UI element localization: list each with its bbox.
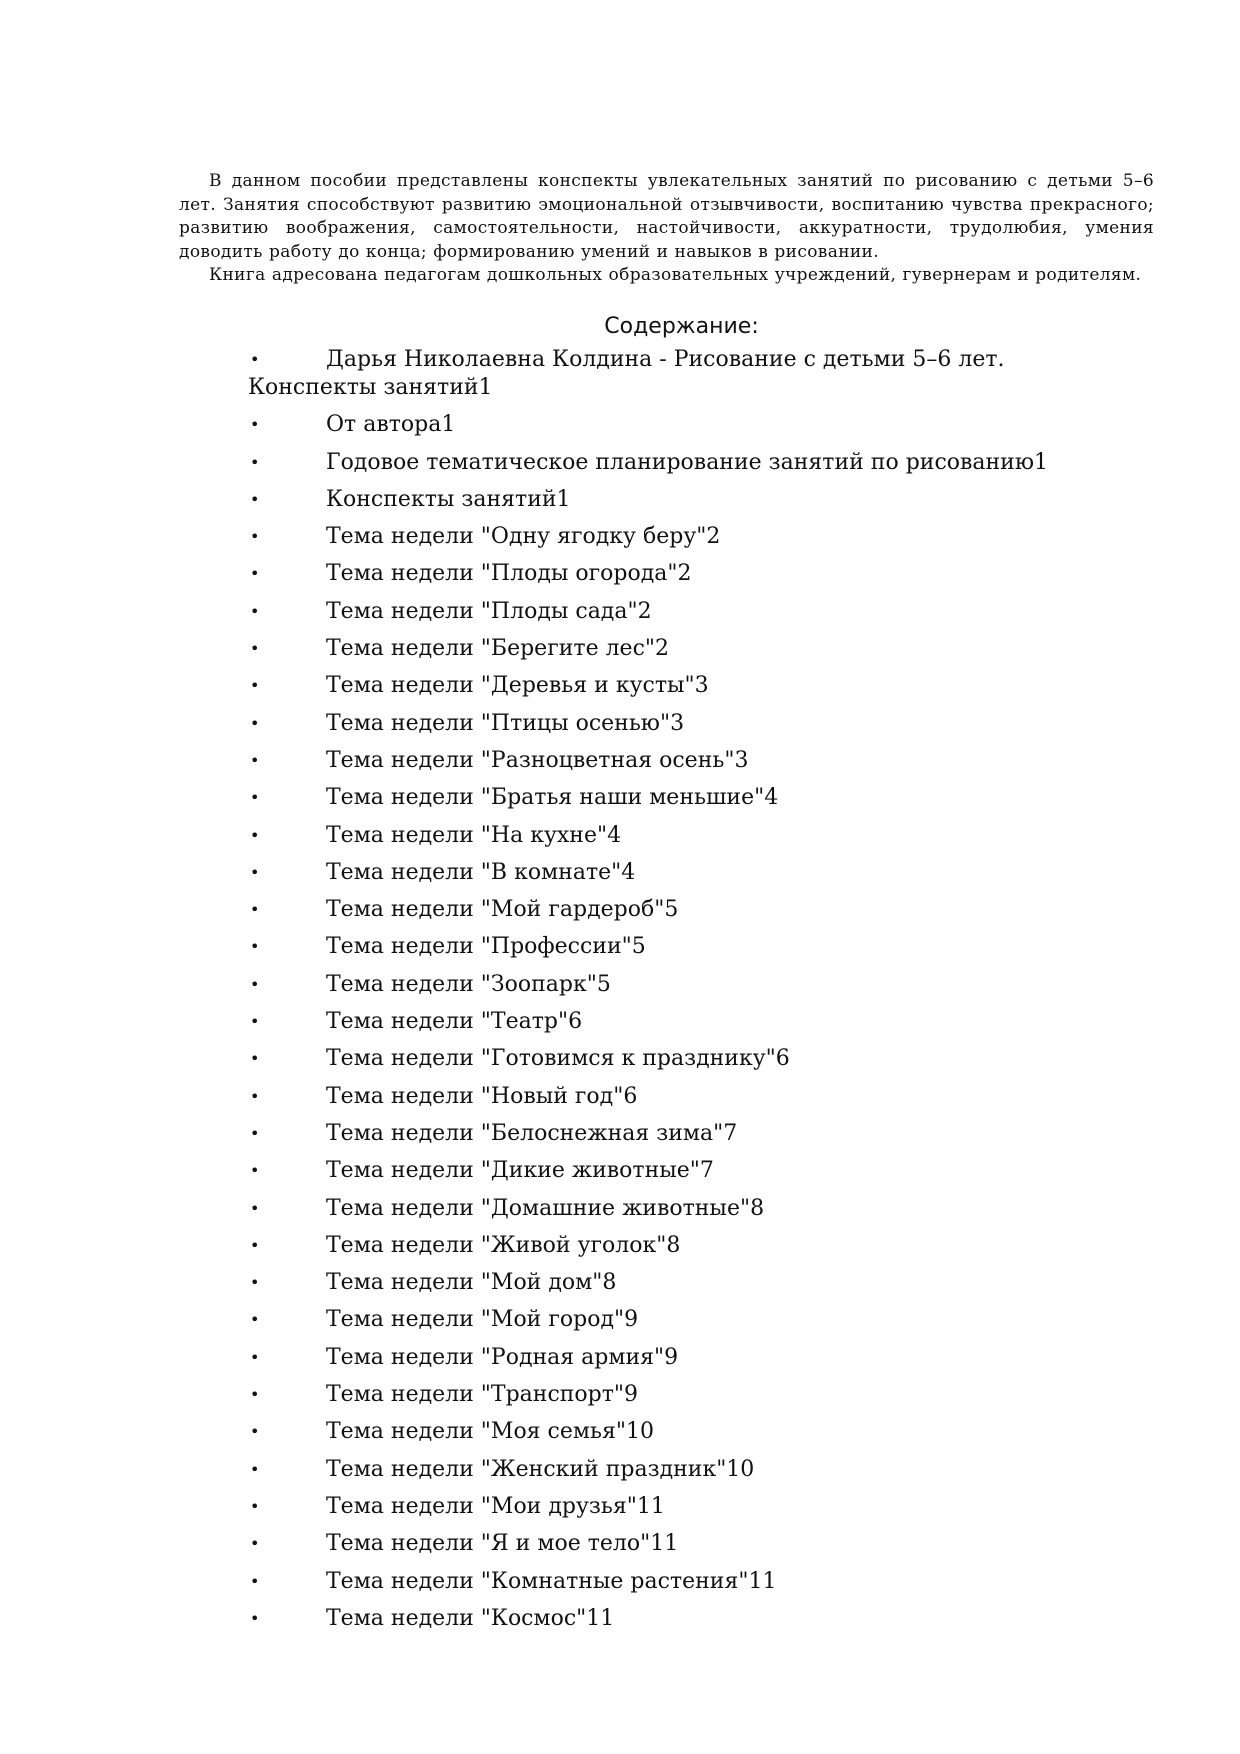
bullet-icon: • bbox=[250, 1571, 260, 1591]
toc-item-label: Тема недели "Космос"11 bbox=[326, 1605, 615, 1631]
toc-item-label: Тема недели "В комнате"4 bbox=[326, 859, 636, 885]
toc-item-label: Тема недели "На кухне"4 bbox=[326, 822, 622, 848]
toc-item-label: Тема недели "Готовимся к празднику"6 bbox=[326, 1046, 790, 1072]
toc-item[interactable] bbox=[248, 1269, 1128, 1297]
toc-item[interactable] bbox=[248, 449, 1128, 477]
toc-item[interactable] bbox=[248, 896, 1128, 924]
toc-item[interactable] bbox=[248, 1306, 1128, 1334]
toc-item-label: Тема недели "Мой гардероб"5 bbox=[326, 897, 679, 923]
toc-item-label: Тема недели "Плоды огорода"2 bbox=[326, 561, 692, 587]
bullet-icon: • bbox=[250, 1496, 260, 1516]
toc-item[interactable] bbox=[248, 635, 1128, 663]
bullet-icon: • bbox=[250, 564, 260, 584]
toc-item-label: Тема недели "Одну ягодку беру"2 bbox=[326, 524, 721, 550]
toc-item[interactable] bbox=[248, 598, 1128, 626]
toc-item-label: Тема недели "Комнатные растения"11 bbox=[326, 1568, 777, 1594]
bullet-icon: • bbox=[250, 1534, 260, 1554]
bullet-icon: • bbox=[250, 900, 260, 920]
bullet-icon: • bbox=[250, 750, 260, 770]
toc-item[interactable] bbox=[248, 1605, 1128, 1633]
toc-item[interactable] bbox=[248, 1045, 1128, 1073]
toc-item-label: Тема недели "Театр"6 bbox=[326, 1009, 583, 1035]
toc-item-label: Тема недели "Белоснежная зима"7 bbox=[326, 1120, 738, 1146]
toc-item-label: От автора1 bbox=[326, 412, 456, 438]
toc-item-label: Тема недели "Разноцветная осень"3 bbox=[326, 747, 749, 773]
bullet-icon: • bbox=[250, 1347, 260, 1367]
toc-item[interactable] bbox=[248, 1530, 1128, 1558]
toc-item[interactable] bbox=[248, 1008, 1128, 1036]
toc-item[interactable] bbox=[248, 710, 1128, 738]
toc-item-label: Тема недели "Братья наши меньшие"4 bbox=[326, 785, 779, 811]
toc-item-label: Тема недели "Мой дом"8 bbox=[326, 1270, 617, 1296]
bullet-icon: • bbox=[250, 974, 260, 994]
toc-item[interactable] bbox=[248, 822, 1128, 850]
bullet-icon: • bbox=[250, 1273, 260, 1293]
bullet-icon: • bbox=[250, 1459, 260, 1479]
toc-item[interactable] bbox=[248, 1120, 1128, 1148]
toc-item[interactable] bbox=[248, 346, 1128, 402]
bullet-icon: • bbox=[250, 1310, 260, 1330]
bullet-icon: • bbox=[250, 527, 260, 547]
toc-item[interactable] bbox=[248, 486, 1128, 514]
toc-item-label: Тема недели "Транспорт"9 bbox=[326, 1382, 639, 1408]
intro-paragraph-1: В данном пособии представлены конспекты увлекательных занятий по рисованию с детьми 5–6 лет. Занятия способствуют развитию эмоциональной отзывчивости, воспитанию чувства прекрасного; развитию воображения, самостоятельности, настойчивости, аккуратности, трудолюбия, умения доводить работу до конца; формированию умений и навыков в рисовании. bbox=[179, 171, 1154, 262]
toc-item-label: Тема недели "Деревья и кусты"3 bbox=[326, 673, 709, 699]
bullet-icon: • bbox=[250, 1086, 260, 1106]
toc-item[interactable] bbox=[248, 1493, 1128, 1521]
toc-item[interactable] bbox=[248, 971, 1128, 999]
toc-item[interactable] bbox=[248, 1157, 1128, 1185]
bullet-icon: • bbox=[250, 676, 260, 696]
toc-item[interactable] bbox=[248, 1232, 1128, 1260]
bullet-icon: • bbox=[250, 1049, 260, 1069]
toc-item[interactable] bbox=[248, 1456, 1128, 1484]
bullet-icon: • bbox=[250, 862, 260, 882]
toc-item[interactable] bbox=[248, 411, 1128, 439]
toc-item-label: Тема недели "Мой город"9 bbox=[326, 1307, 639, 1333]
bullet-icon: • bbox=[250, 1235, 260, 1255]
toc-item-label: Тема недели "Родная армия"9 bbox=[326, 1344, 679, 1370]
toc-item[interactable] bbox=[248, 560, 1128, 588]
toc-item[interactable] bbox=[248, 1344, 1128, 1372]
bullet-icon: • bbox=[250, 639, 260, 659]
toc-item[interactable] bbox=[248, 1083, 1128, 1111]
bullet-icon: • bbox=[250, 1608, 260, 1628]
toc-item-label-continuation: Конспекты занятий1 bbox=[248, 375, 493, 400]
toc-item[interactable] bbox=[248, 747, 1128, 775]
bullet-icon: • bbox=[250, 713, 260, 733]
bullet-icon: • bbox=[250, 601, 260, 621]
toc-item[interactable] bbox=[248, 933, 1128, 961]
toc-item-label: Тема недели "Профессии"5 bbox=[326, 934, 646, 960]
bullet-icon: • bbox=[250, 350, 260, 369]
toc-item[interactable] bbox=[248, 1568, 1128, 1596]
toc-item-label: Годовое тематическое планирование занятий по рисованию1 bbox=[326, 449, 1048, 475]
table-of-contents bbox=[248, 346, 1128, 1642]
toc-item-label: Тема недели "Зоопарк"5 bbox=[326, 971, 611, 997]
bullet-icon: • bbox=[250, 1422, 260, 1442]
intro-text bbox=[179, 170, 1154, 288]
toc-item-label: Тема недели "Живой уголок"8 bbox=[326, 1232, 681, 1258]
toc-item-label: Тема недели "Дикие животные"7 bbox=[326, 1158, 714, 1184]
bullet-icon: • bbox=[250, 489, 260, 509]
toc-item[interactable] bbox=[248, 784, 1128, 812]
bullet-icon: • bbox=[250, 1385, 260, 1405]
bullet-icon: • bbox=[250, 452, 260, 472]
toc-item-label: Тема недели "Новый год"6 bbox=[326, 1083, 638, 1109]
toc-item-label: Тема недели "Берегите лес"2 bbox=[326, 636, 670, 662]
toc-item-label: Тема недели "Птицы осенью"3 bbox=[326, 710, 685, 736]
bullet-icon: • bbox=[250, 937, 260, 957]
bullet-icon: • bbox=[250, 825, 260, 845]
toc-item[interactable] bbox=[248, 1195, 1128, 1223]
bullet-icon: • bbox=[250, 1123, 260, 1143]
toc-item-label: Тема недели "Домашние животные"8 bbox=[326, 1195, 765, 1221]
toc-item[interactable] bbox=[248, 672, 1128, 700]
bullet-icon: • bbox=[250, 1198, 260, 1218]
bullet-icon: • bbox=[250, 788, 260, 808]
toc-item[interactable] bbox=[248, 1418, 1128, 1446]
toc-item[interactable] bbox=[248, 1381, 1128, 1409]
toc-item-label: Тема недели "Моя семья"10 bbox=[326, 1419, 654, 1445]
toc-item-label: Конспекты занятий1 bbox=[326, 486, 571, 512]
intro-paragraph-2: Книга адресована педагогам дошкольных образовательных учреждений, гувернерам и родителям. bbox=[209, 265, 1142, 285]
toc-item[interactable] bbox=[248, 859, 1128, 887]
bullet-icon: • bbox=[250, 1012, 260, 1032]
toc-item-label: Тема недели "Мои друзья"11 bbox=[326, 1493, 665, 1519]
bullet-icon: • bbox=[250, 1161, 260, 1181]
toc-item-label: Тема недели "Я и мое тело"11 bbox=[326, 1531, 679, 1557]
bullet-icon: • bbox=[250, 415, 260, 435]
toc-heading: Содержание: bbox=[604, 314, 759, 339]
toc-item-label: Тема недели "Женский праздник"10 bbox=[326, 1456, 755, 1482]
toc-item[interactable] bbox=[248, 523, 1128, 551]
toc-item-label: Дарья Николаевна Колдина - Рисование с детьми 5–6 лет. bbox=[326, 347, 1005, 372]
toc-item-label: Тема недели "Плоды сада"2 bbox=[326, 598, 652, 624]
